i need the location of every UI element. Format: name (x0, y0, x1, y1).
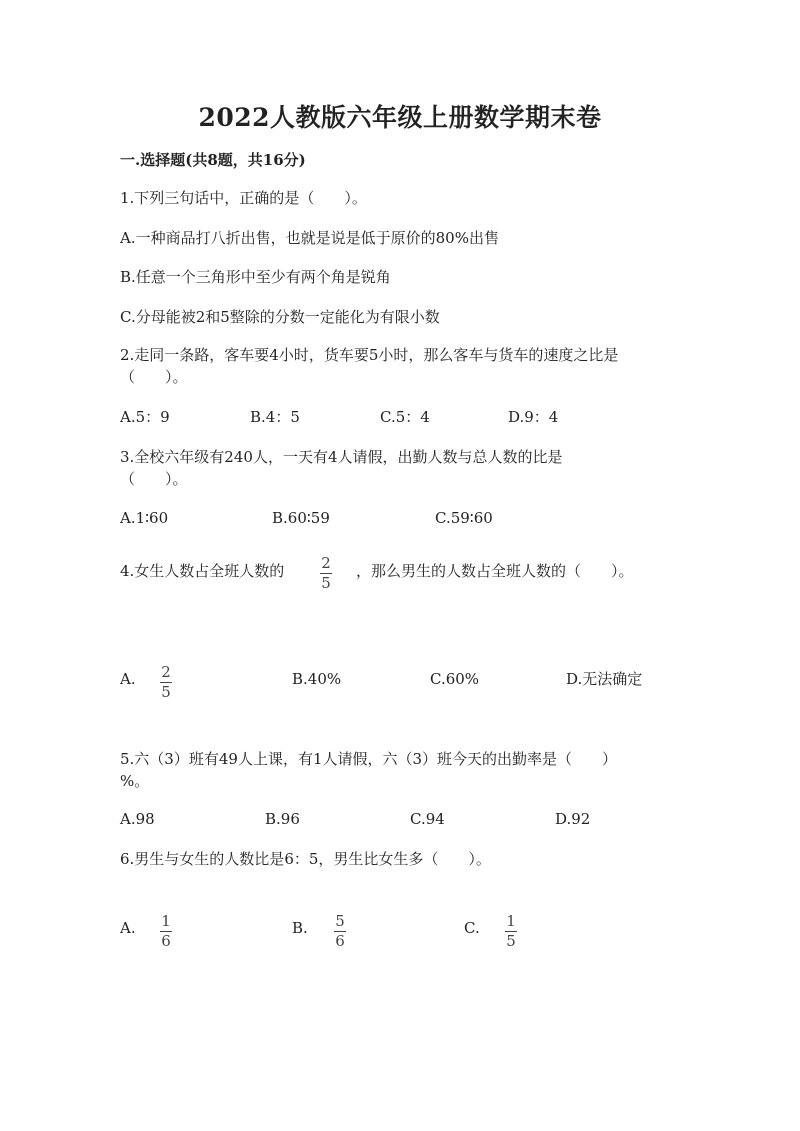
q4-fraction-denominator: 5 (321, 574, 331, 592)
question-5-line-2: %。 (120, 772, 150, 790)
q3-option-b: B.60∶59 (272, 509, 330, 527)
q6-option-c-fraction (505, 911, 517, 950)
q2-option-d: D.9：4 (508, 408, 559, 426)
q5-option-c: C.94 (410, 810, 445, 828)
q6-option-c-label: C. (464, 919, 480, 937)
q4-option-a-label: A. (120, 670, 136, 688)
q3-option-c: C.59∶60 (435, 509, 493, 527)
q6-option-c-numerator: 1 (506, 912, 516, 930)
q4-option-b: B.40% (292, 670, 342, 688)
question-6-text: 6.男生与女生的人数比是6：5，男生比女生多（ ）。 (120, 850, 491, 868)
q6-option-a-denominator: 6 (161, 932, 171, 950)
q1-option-b: B.任意一个三角形中至少有两个角是锐角 (120, 268, 391, 286)
question-3-line-1: 3.全校六年级有240人，一天有4人请假，出勤人数与总人数的比是 (120, 448, 563, 466)
q6-option-b-denominator: 6 (335, 932, 345, 950)
question-4-text: 4.女生人数占全班人数的 (120, 562, 285, 580)
q5-option-b: B.96 (265, 810, 300, 828)
q4-option-a-fraction (160, 662, 172, 701)
section-heading: 一.选择题(共8题，共16分) (120, 151, 306, 169)
q6-option-c-denominator: 5 (506, 932, 516, 950)
q6-option-b-label: B. (292, 919, 308, 937)
question-4-text-end: ，那么男生的人数占全班人数的（ ）。 (356, 562, 634, 580)
q5-option-d: D.92 (555, 810, 591, 828)
q6-option-a-label: A. (120, 919, 136, 937)
q6-option-b-numerator: 5 (335, 912, 345, 930)
q6-option-a-numerator: 1 (161, 912, 171, 930)
q4-fraction (320, 553, 332, 592)
q4-option-c: C.60% (430, 670, 480, 688)
question-2-line-2: （ ）。 (120, 368, 188, 386)
q1-option-c: C.分母能被2和5整除的分数一定能化为有限小数 (120, 308, 440, 326)
question-1: 1.下列三句话中，正确的是（ ）。 (120, 189, 367, 207)
q4-option-a-numerator: 2 (161, 663, 171, 681)
q2-option-a: A.5：9 (120, 408, 170, 426)
q4-option-a-denominator: 5 (161, 683, 171, 701)
question-3-line-2: （ ）。 (120, 470, 188, 488)
question-5-line-1: 5.六（3）班有49人上课，有1人请假，六（3）班今天的出勤率是（ ） (120, 750, 618, 768)
question-2-line-1: 2.走同一条路，客车要4小时，货车要5小时，那么客车与货车的速度之比是 (120, 346, 619, 364)
q6-option-a-fraction (160, 911, 172, 950)
page-title: 2022人教版六年级上册数学期末卷 (198, 103, 602, 132)
q6-option-b-fraction (334, 911, 346, 950)
q1-option-a: A.一种商品打八折出售，也就是说是低于原价的80%出售 (120, 229, 499, 247)
q2-option-b: B.4：5 (250, 408, 300, 426)
q4-fraction-numerator: 2 (321, 554, 331, 572)
q5-option-a: A.98 (120, 810, 155, 828)
q3-option-a: A.1∶60 (120, 509, 169, 527)
q2-option-c: C.5：4 (380, 408, 430, 426)
q4-option-d: D.无法确定 (566, 670, 643, 688)
